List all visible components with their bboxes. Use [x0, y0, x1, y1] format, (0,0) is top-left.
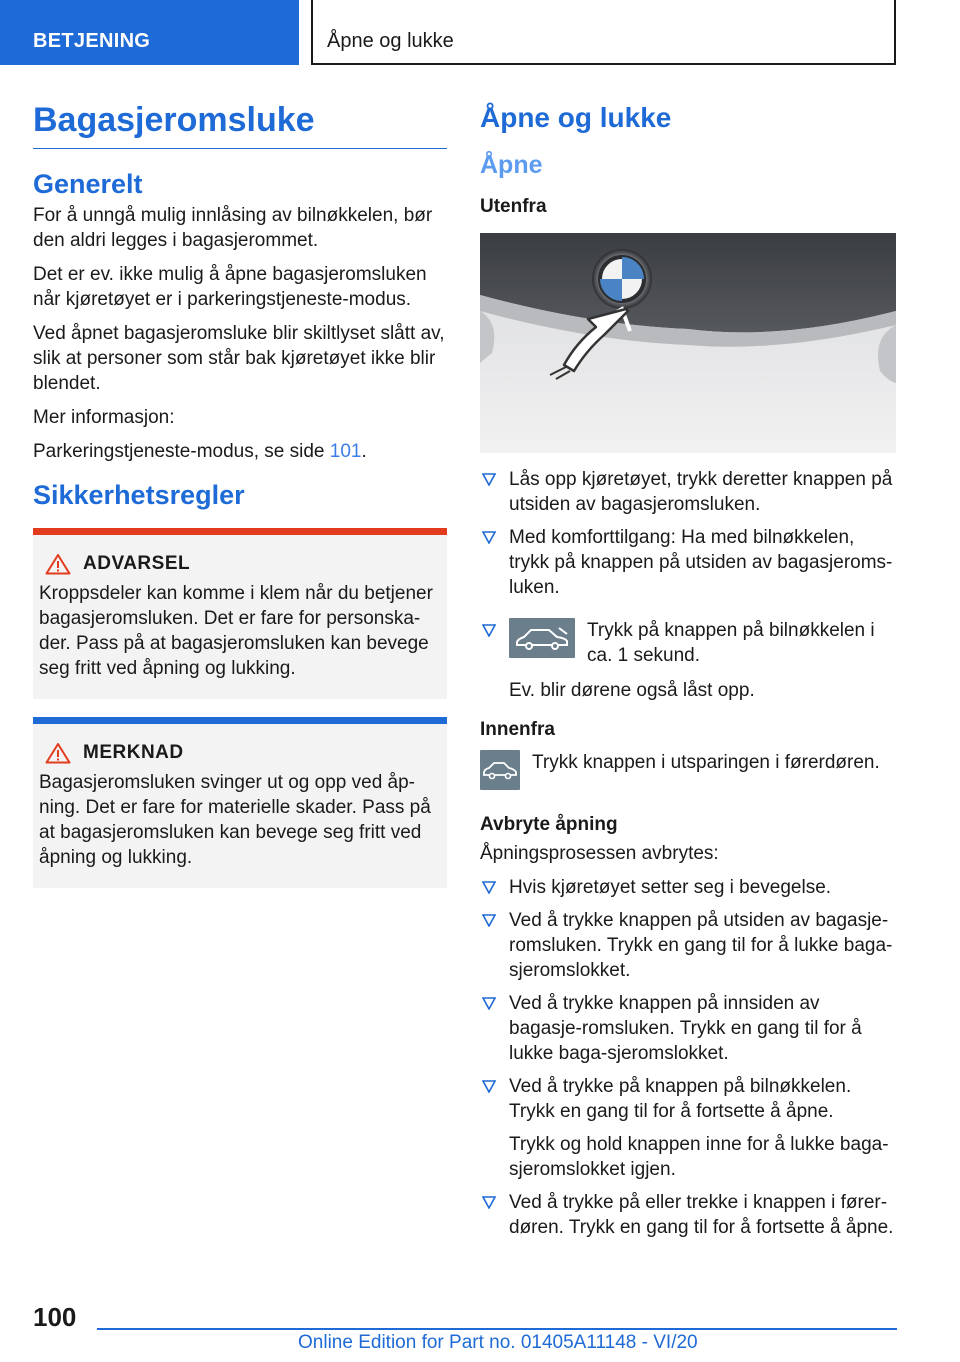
- page-number: 100: [33, 1302, 77, 1332]
- bullet-triangle-icon: [482, 996, 496, 1010]
- bullet-triangle-icon: [482, 472, 496, 486]
- bullet-triangle-icon: [482, 1079, 496, 1093]
- list-item: Lås opp kjøretøyet, trykk deretter knappen på utsiden av bagasjeromsluken.: [480, 467, 896, 517]
- heading-safety: Sikkerhetsregler: [33, 480, 245, 510]
- heading-inside: Innenfra: [480, 719, 555, 740]
- warning-box: [33, 528, 447, 699]
- list-item: Trykk på knappen på bilnøkkelen i ca. 1 sekund. Ev. blir dørene også låst opp.: [480, 618, 896, 703]
- warning-label: ADVARSEL: [83, 553, 191, 574]
- bullet-triangle-icon: [482, 1195, 496, 1209]
- after-note: Ev. blir dørene også låst opp.: [509, 680, 755, 701]
- bullet-triangle-icon: [482, 913, 496, 927]
- page-link[interactable]: 101: [329, 441, 362, 462]
- outside-steps: [480, 467, 896, 703]
- abort-list: [480, 875, 896, 1240]
- bullet-triangle-icon: [482, 530, 496, 544]
- section-label: BETJENING: [33, 30, 151, 52]
- left-column: [33, 98, 447, 906]
- car-trunk-button-icon: [480, 750, 520, 790]
- section-title: Åpne og lukke: [480, 102, 672, 133]
- list-item: Ved å trykke på eller trekke i knappen i fører-døren. Trykk en gang til for å fortsette å åpne.: [480, 1190, 896, 1240]
- section-tab: [0, 0, 299, 65]
- chapter-header: [311, 0, 896, 65]
- heading-general: Generelt: [33, 169, 143, 199]
- chapter-label: Åpne og lukke: [327, 30, 454, 52]
- footer-divider: [97, 1328, 897, 1330]
- abort-intro: Åpningsprosessen avbrytes:: [480, 843, 719, 864]
- note-label: MERKNAD: [83, 742, 184, 763]
- footer-edition: Online Edition for Part no. 01405A11148 - VI/20: [298, 1332, 698, 1353]
- list-item: Ved å trykke knappen på innsiden av bagasje-romsluken. Trykk en gang til for å lukke baga-sjeromslokket.: [480, 991, 896, 1066]
- note-box: [33, 717, 447, 888]
- list-item: Hvis kjøretøyet setter seg i bevegelse.: [480, 875, 896, 900]
- car-trunk-key-icon: [509, 618, 575, 658]
- heading-outside: Utenfra: [480, 196, 547, 217]
- cross-reference: Parkeringstjeneste-modus, se side 101.: [33, 441, 367, 462]
- warning-text: Kroppsdeler kan komme i klem når du betjener bagasjeromsluken. Det er fare for personska-der. Pass på at bagasjeromsluken kan bevege seg fritt ved åpning og lukking.: [39, 583, 433, 679]
- bullet-triangle-icon: [482, 623, 496, 637]
- inside-text: Trykk knappen i utsparingen i førerdøren.: [532, 752, 880, 773]
- bullet-triangle-icon: [482, 880, 496, 894]
- warning-triangle-icon: [45, 742, 71, 764]
- trunk-button-photo: [480, 233, 896, 453]
- list-item: Ved å trykke knappen på utsiden av bagasje-romsluken. Trykk en gang til for å lukke baga-sjeromslokket.: [480, 908, 896, 983]
- page-title: Bagasjeromsluke: [33, 98, 447, 149]
- heading-abort: Avbryte åpning: [480, 814, 618, 835]
- paragraph: For å unngå mulig innlåsing av bilnøkkelen, bør den aldri legges i bagasjerommet.: [33, 205, 433, 251]
- more-info-label: Mer informasjon:: [33, 407, 175, 428]
- note-text: Bagasjeromsluken svinger ut og opp ved åp-ning. Det er fare for materielle skader. Pass på at bagasjeromsluken kan bevege seg fritt ved åpning og lukking.: [39, 772, 431, 868]
- list-item: Ved å trykke på knappen på bilnøkkelen. Trykk en gang til for å fortsette å åpne. Trykk og hold knappen inne for å lukke baga-sjeromslokket igjen.: [480, 1074, 896, 1182]
- heading-open: Åpne: [480, 151, 543, 179]
- paragraph: Det er ev. ikke mulig å åpne bagasjeromsluken når kjøretøyet er i parkeringstjeneste-modus.: [33, 264, 427, 310]
- warning-triangle-icon: [45, 553, 71, 575]
- paragraph: Ved åpnet bagasjeromsluke blir skiltlyset slått av, slik at personer som står bak kjøretøyet ikke blir blendet.: [33, 323, 445, 394]
- right-column: [480, 98, 896, 1248]
- list-item: Med komforttilgang: Ha med bilnøkkelen, trykk på knappen på utsiden av bagasjeroms-luken.: [480, 525, 896, 600]
